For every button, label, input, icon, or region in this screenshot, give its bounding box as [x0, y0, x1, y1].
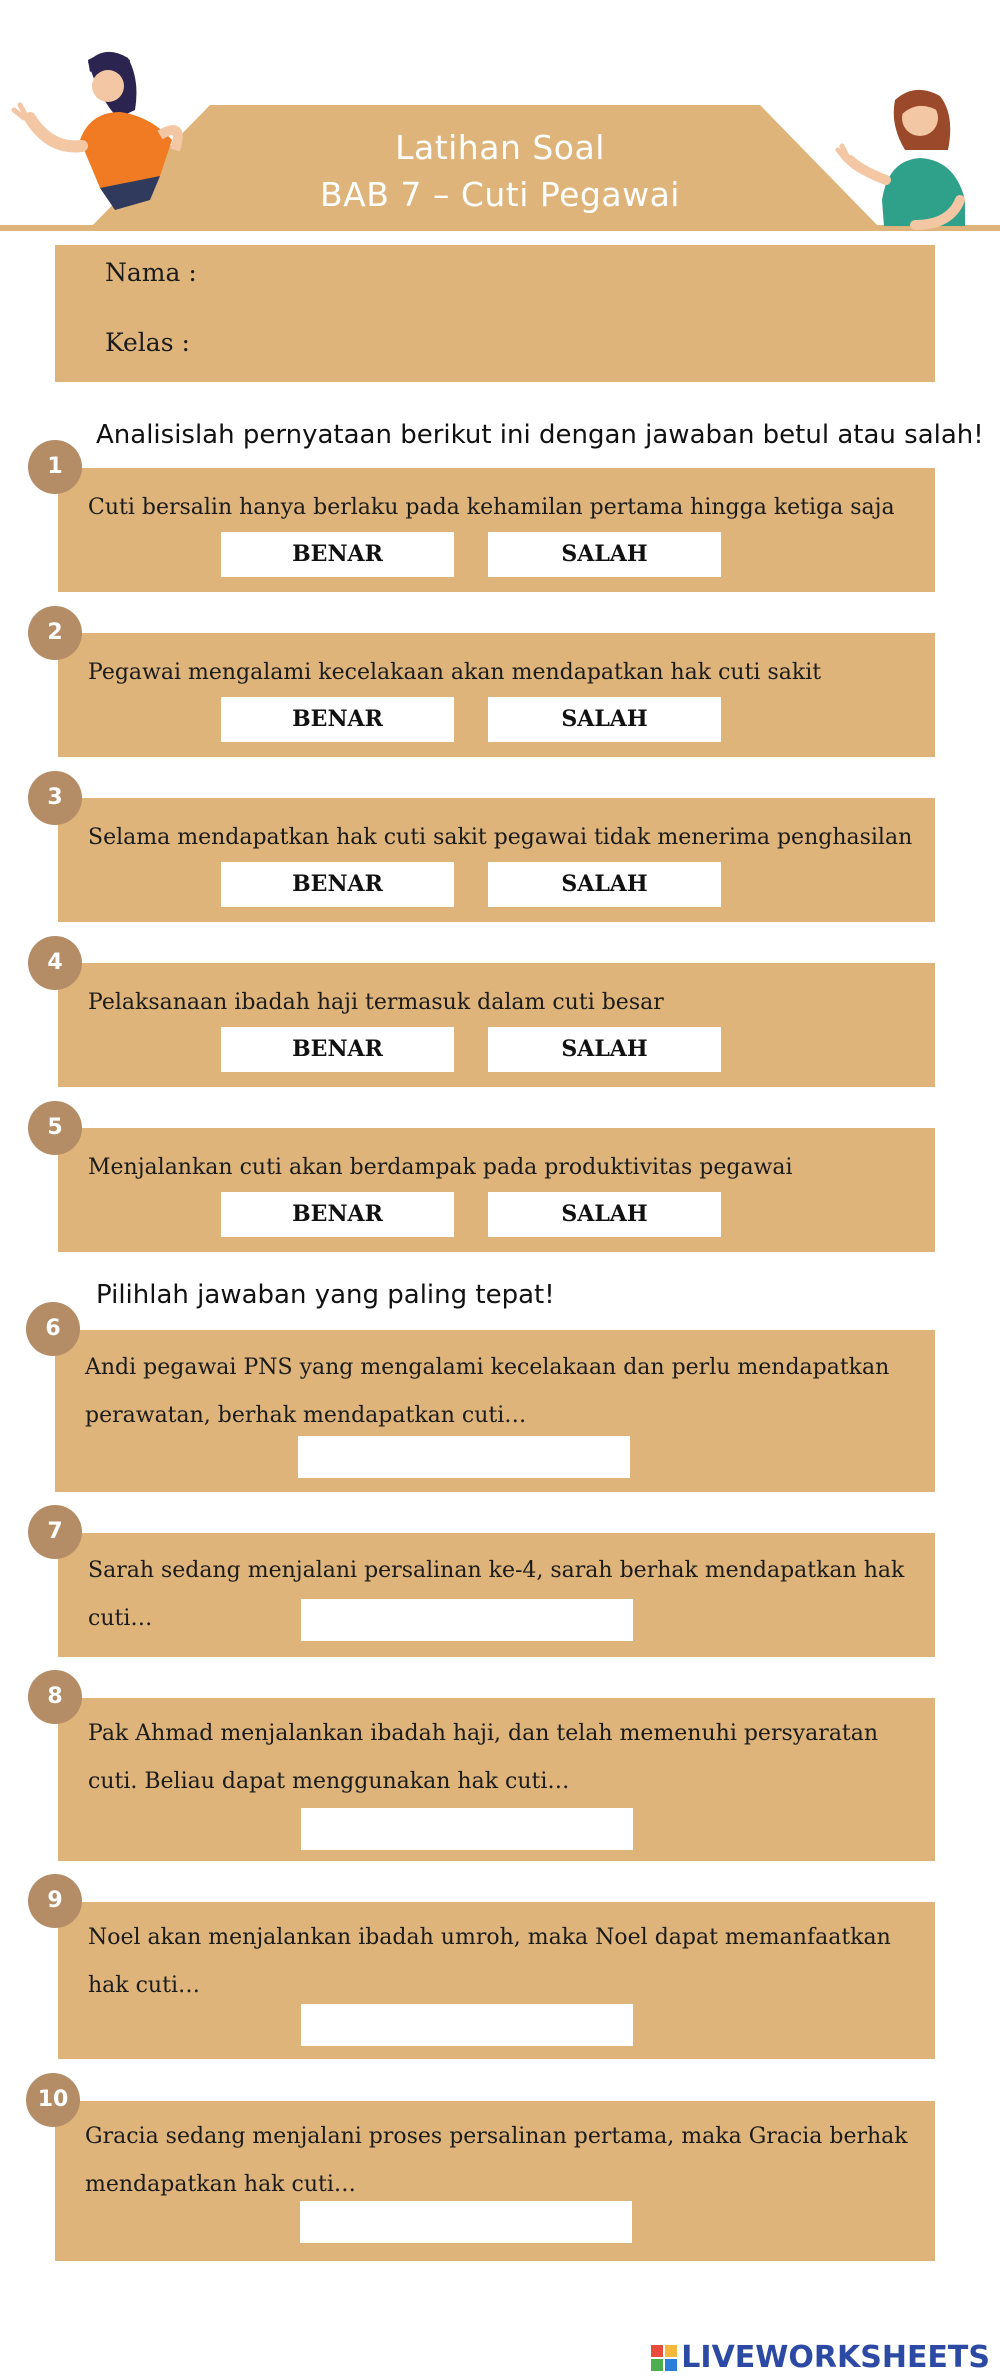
salah-button[interactable]: SALAH [488, 697, 721, 742]
question-card-8 [58, 1698, 935, 1861]
question-card-2 [58, 633, 935, 757]
salah-button[interactable]: SALAH [488, 862, 721, 907]
question-text: Pegawai mengalami kecelakaan akan mendapatkan hak cuti sakit [88, 660, 822, 685]
benar-button[interactable]: BENAR [221, 1027, 454, 1072]
instruction-multiple-choice: Pilihlah jawaban yang paling tepat! [96, 1280, 555, 1310]
question-text: Pelaksanaan ibadah haji termasuk dalam cuti besar [88, 990, 664, 1015]
brand-name: LIVEWORKSHEETS [681, 2340, 990, 2375]
question-card-10 [55, 2101, 935, 2261]
benar-button[interactable]: BENAR [221, 862, 454, 907]
worksheet-title: Latihan Soal [395, 128, 605, 167]
question-number-badge: 9 [28, 1874, 82, 1928]
question-card-7 [58, 1533, 935, 1657]
instruction-true-false: Analisislah pernyataan berikut ini dengan jawaban betul atau salah! [96, 420, 984, 450]
answer-input[interactable] [301, 1808, 633, 1850]
student-info-box [55, 245, 935, 382]
question-number-badge: 10 [26, 2073, 80, 2127]
worksheet-subtitle: BAB 7 – Cuti Pegawai [320, 175, 680, 214]
question-number-badge: 1 [28, 440, 82, 494]
question-card-3 [58, 798, 935, 922]
salah-button[interactable]: SALAH [488, 532, 721, 577]
answer-input[interactable] [300, 2201, 632, 2243]
question-text: Andi pegawai PNS yang mengalami kecelakaan dan perlu mendapatkan perawatan, berhak mendapatkan cuti… [85, 1355, 890, 1428]
answer-input[interactable] [301, 2004, 633, 2046]
question-number-badge: 2 [28, 606, 82, 660]
question-card-4 [58, 963, 935, 1087]
question-number-badge: 4 [28, 936, 82, 990]
question-number-badge: 3 [28, 771, 82, 825]
question-number-badge: 6 [26, 1302, 80, 1356]
question-card-1 [58, 468, 935, 592]
question-number-badge: 8 [28, 1670, 82, 1724]
question-text: Selama mendapatkan hak cuti sakit pegawai tidak menerima penghasilan [88, 825, 913, 850]
liveworksheets-logo [651, 2340, 990, 2375]
answer-input[interactable] [298, 1436, 630, 1478]
question-text: Sarah sedang menjalani persalinan ke-4, sarah berhak mendapatkan hak cuti… [88, 1558, 905, 1631]
question-number-badge: 7 [28, 1505, 82, 1559]
question-card-9 [58, 1902, 935, 2059]
question-text: Menjalankan cuti akan berdampak pada produktivitas pegawai [88, 1155, 793, 1180]
benar-button[interactable]: BENAR [221, 532, 454, 577]
question-text: Gracia sedang menjalani proses persalinan pertama, maka Gracia berhak mendapatkan hak cuti… [85, 2124, 908, 2197]
question-card-5 [58, 1128, 935, 1252]
answer-input[interactable] [301, 1599, 633, 1641]
salah-button[interactable]: SALAH [488, 1192, 721, 1237]
name-label: Nama : [105, 258, 197, 287]
benar-button[interactable]: BENAR [221, 1192, 454, 1237]
salah-button[interactable]: SALAH [488, 1027, 721, 1072]
question-text: Pak Ahmad menjalankan ibadah haji, dan telah memenuhi persyaratan cuti. Beliau dapat menggunakan hak cuti… [88, 1721, 879, 1794]
class-label: Kelas : [105, 328, 190, 357]
benar-button[interactable]: BENAR [221, 697, 454, 742]
question-number-badge: 5 [28, 1101, 82, 1155]
question-card-6 [55, 1330, 935, 1492]
question-text: Noel akan menjalankan ibadah umroh, maka Noel dapat memanfaatkan hak cuti… [88, 1925, 891, 1998]
question-text: Cuti bersalin hanya berlaku pada kehamilan pertama hingga ketiga saja [88, 495, 895, 520]
liveworksheets-icon [651, 2345, 677, 2371]
